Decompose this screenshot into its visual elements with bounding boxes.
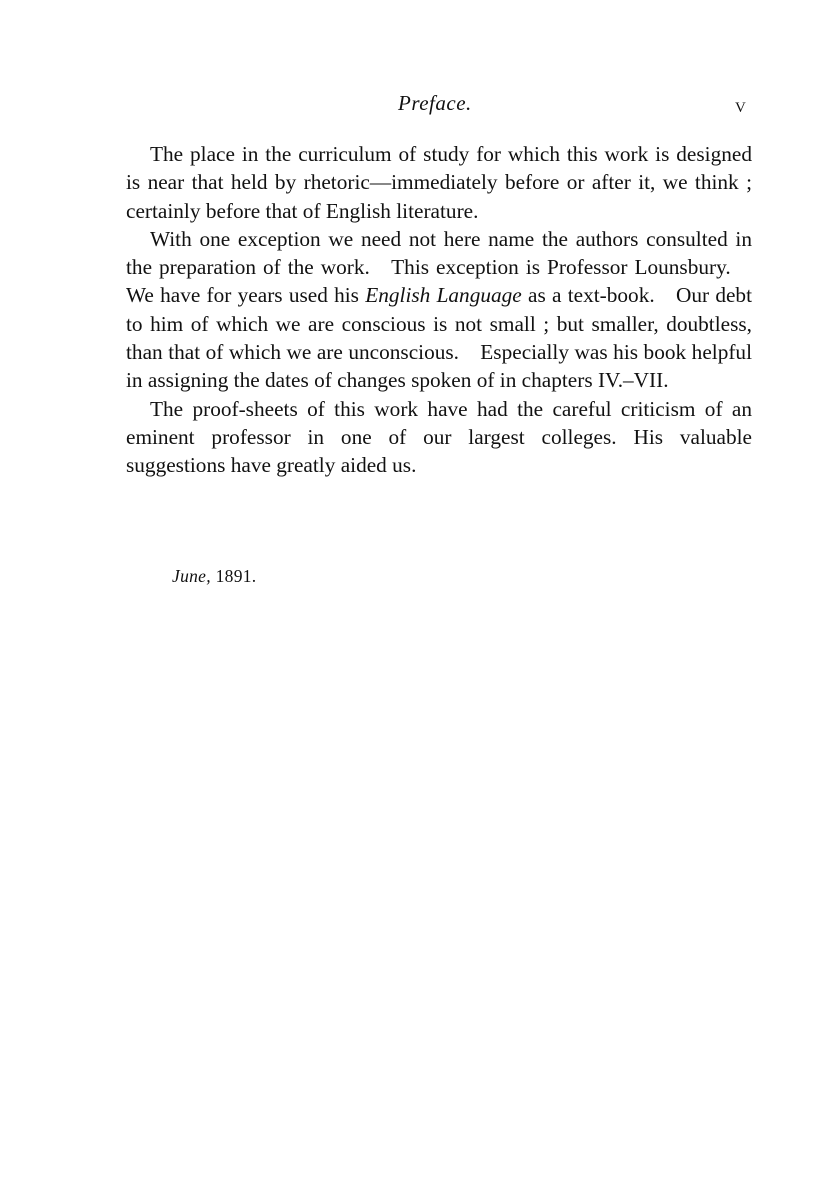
paragraph-proof-sheets (126, 395, 752, 480)
paragraph-authors (126, 225, 752, 395)
running-title: Preface. (398, 91, 472, 115)
running-head (0, 91, 840, 121)
page-number: v (735, 93, 746, 117)
signature-year: 1891. (215, 566, 257, 586)
paragraph-text: The proof-sheets of this work have had the careful criticism of an eminent professor in one of our largest colleges. His valuable suggestions have greatly aided us. (126, 396, 752, 478)
signature-month: June, (172, 566, 211, 586)
paragraph-text-after: as a text-book. Our debt to him of which we are conscious is not small ; but smaller, doubtless, than that of which we are unconscious. Especially was his book helpful in assigning the dates of changes spoken of in chapters IV.–VII. (126, 283, 753, 393)
paragraph-text-before: With one exception we need not here name the authors consulted in the preparation of the work. This exception is Professor Lounsbury. We have for years used his (126, 226, 752, 308)
book-title: English Language (365, 283, 522, 308)
paragraph-curriculum (126, 140, 752, 225)
preface-body (126, 140, 752, 480)
paragraph-text: The place in the curriculum of study for which this work is designed is near that held by rhetoric—immediately before or after it, we think ; certainly before that of English literature. (126, 142, 752, 223)
signature-date (172, 566, 256, 587)
